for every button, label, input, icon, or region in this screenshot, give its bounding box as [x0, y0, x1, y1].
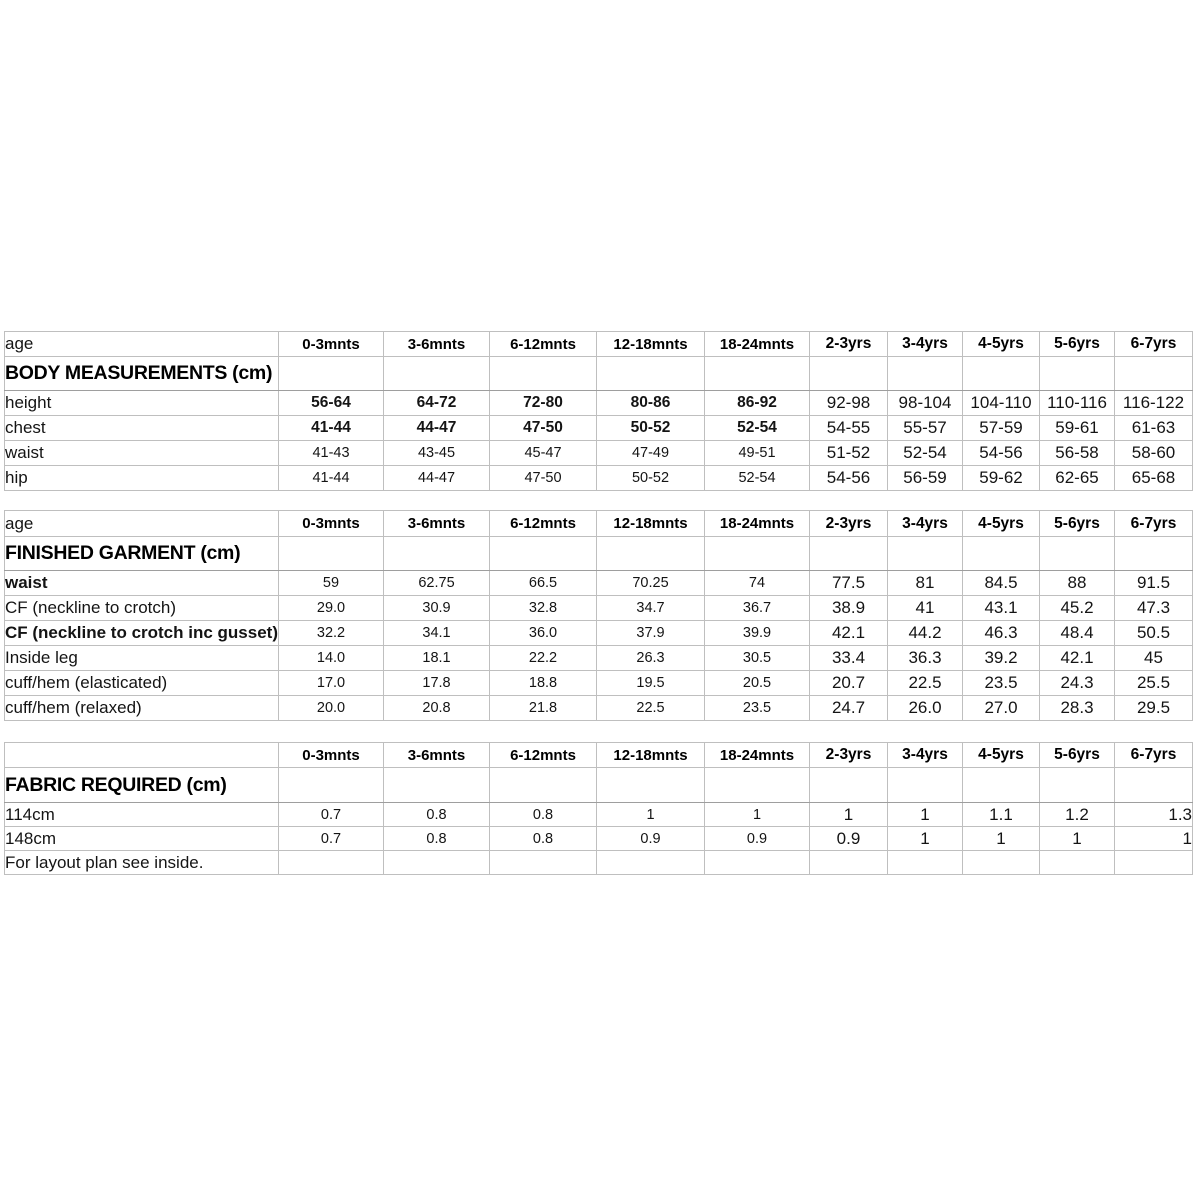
value-cell: 28.3: [1040, 696, 1115, 721]
value-cell: 45-47: [490, 441, 597, 466]
column-header: 4-5yrs: [963, 743, 1040, 768]
value-cell: 24.7: [810, 696, 888, 721]
value-cell: 26.0: [888, 696, 963, 721]
value-cell: 37.9: [597, 621, 705, 646]
value-cell: 59: [279, 571, 384, 596]
column-header: 3-4yrs: [888, 511, 963, 537]
value-cell: 70.25: [597, 571, 705, 596]
empty-cell: [1115, 537, 1193, 571]
body-measurements-table: [4, 331, 1193, 491]
value-cell: 38.9: [810, 596, 888, 621]
value-cell: 1: [705, 803, 810, 827]
value-cell: 54-56: [810, 466, 888, 491]
row-label: hip: [5, 466, 279, 491]
empty-cell: [705, 768, 810, 803]
age-header-row: [5, 332, 1193, 357]
value-cell: 46.3: [963, 621, 1040, 646]
value-cell: 0.7: [279, 827, 384, 851]
column-header: 4-5yrs: [963, 511, 1040, 537]
column-header: 0-3mnts: [279, 743, 384, 768]
empty-cell: [705, 537, 810, 571]
empty-cell: [384, 851, 490, 875]
value-cell: 58-60: [1115, 441, 1193, 466]
value-cell: 25.5: [1115, 671, 1193, 696]
row-label: cuff/hem (relaxed): [5, 696, 279, 721]
empty-cell: [810, 851, 888, 875]
value-cell: 45.2: [1040, 596, 1115, 621]
tables-region: [4, 0, 1196, 1200]
value-cell: 29.0: [279, 596, 384, 621]
table-row: [5, 803, 1193, 827]
value-cell: 1: [810, 803, 888, 827]
row-label: cuff/hem (elasticated): [5, 671, 279, 696]
value-cell: 0.8: [384, 803, 490, 827]
value-cell: 48.4: [1040, 621, 1115, 646]
value-cell: 43.1: [963, 596, 1040, 621]
empty-cell: [490, 851, 597, 875]
value-cell: 0.9: [705, 827, 810, 851]
empty-cell: [490, 357, 597, 391]
empty-cell: [1040, 851, 1115, 875]
empty-cell: [597, 537, 705, 571]
table-row: [5, 621, 1193, 646]
empty-cell: [963, 851, 1040, 875]
column-header: 5-6yrs: [1040, 511, 1115, 537]
empty-cell: [963, 768, 1040, 803]
row-label: waist: [5, 571, 279, 596]
table-row: [5, 571, 1193, 596]
column-header: 3-4yrs: [888, 332, 963, 357]
age-corner-label: age: [5, 511, 279, 537]
empty-cell: [384, 537, 490, 571]
column-header: 4-5yrs: [963, 332, 1040, 357]
empty-cell: [1040, 357, 1115, 391]
empty-cell: [597, 357, 705, 391]
row-label: CF (neckline to crotch inc gusset): [5, 621, 279, 646]
value-cell: 41: [888, 596, 963, 621]
value-cell: 18.1: [384, 646, 490, 671]
age-corner-label: [5, 743, 279, 768]
value-cell: 23.5: [963, 671, 1040, 696]
table-row: [5, 646, 1193, 671]
age-header-row: [5, 743, 1193, 768]
value-cell: 20.0: [279, 696, 384, 721]
value-cell: 43-45: [384, 441, 490, 466]
column-header: 0-3mnts: [279, 332, 384, 357]
empty-cell: [1115, 851, 1193, 875]
value-cell: 51-52: [810, 441, 888, 466]
footer-row: [5, 851, 1193, 875]
age-corner-label: age: [5, 332, 279, 357]
row-label: Inside leg: [5, 646, 279, 671]
section-title: BODY MEASUREMENTS (cm): [5, 357, 279, 391]
empty-cell: [1040, 537, 1115, 571]
column-header: 2-3yrs: [810, 511, 888, 537]
value-cell: 20.5: [705, 671, 810, 696]
empty-cell: [279, 357, 384, 391]
value-cell: 84.5: [963, 571, 1040, 596]
value-cell: 39.9: [705, 621, 810, 646]
value-cell: 77.5: [810, 571, 888, 596]
column-header: 0-3mnts: [279, 511, 384, 537]
value-cell: 23.5: [705, 696, 810, 721]
column-header: 6-7yrs: [1115, 743, 1193, 768]
value-cell: 41-44: [279, 416, 384, 441]
value-cell: 14.0: [279, 646, 384, 671]
value-cell: 42.1: [1040, 646, 1115, 671]
value-cell: 80-86: [597, 391, 705, 416]
value-cell: 54-55: [810, 416, 888, 441]
value-cell: 24.3: [1040, 671, 1115, 696]
value-cell: 0.9: [597, 827, 705, 851]
column-header: 6-7yrs: [1115, 332, 1193, 357]
column-header: 5-6yrs: [1040, 332, 1115, 357]
value-cell: 22.5: [597, 696, 705, 721]
value-cell: 41-43: [279, 441, 384, 466]
empty-cell: [279, 768, 384, 803]
value-cell: 0.8: [490, 803, 597, 827]
value-cell: 36.3: [888, 646, 963, 671]
value-cell: 36.7: [705, 596, 810, 621]
value-cell: 30.9: [384, 596, 490, 621]
value-cell: 18.8: [490, 671, 597, 696]
value-cell: 61-63: [1115, 416, 1193, 441]
value-cell: 52-54: [705, 416, 810, 441]
value-cell: 0.8: [384, 827, 490, 851]
empty-cell: [705, 357, 810, 391]
row-label: CF (neckline to crotch): [5, 596, 279, 621]
section-title-row: [5, 357, 1193, 391]
section-title: FINISHED GARMENT (cm): [5, 537, 279, 571]
fabric-required-table: [4, 742, 1193, 875]
empty-cell: [705, 851, 810, 875]
empty-cell: [888, 537, 963, 571]
value-cell: 47-50: [490, 466, 597, 491]
row-label: waist: [5, 441, 279, 466]
table-row: [5, 671, 1193, 696]
row-label: height: [5, 391, 279, 416]
footer-note: For layout plan see inside.: [5, 851, 279, 875]
value-cell: 62-65: [1040, 466, 1115, 491]
section-title-row: [5, 768, 1193, 803]
table-row: [5, 696, 1193, 721]
value-cell: 81: [888, 571, 963, 596]
value-cell: 55-57: [888, 416, 963, 441]
section-title: FABRIC REQUIRED (cm): [5, 768, 279, 803]
column-header: 12-18mnts: [597, 332, 705, 357]
value-cell: 50-52: [597, 416, 705, 441]
section-title-row: [5, 537, 1193, 571]
empty-cell: [963, 537, 1040, 571]
empty-cell: [490, 537, 597, 571]
value-cell: 1: [888, 803, 963, 827]
value-cell: 1: [597, 803, 705, 827]
column-header: 2-3yrs: [810, 743, 888, 768]
value-cell: 1.2: [1040, 803, 1115, 827]
empty-cell: [597, 851, 705, 875]
column-header: 3-6mnts: [384, 743, 490, 768]
value-cell: 50.5: [1115, 621, 1193, 646]
column-header: 6-7yrs: [1115, 511, 1193, 537]
row-label: 114cm: [5, 803, 279, 827]
value-cell: 32.2: [279, 621, 384, 646]
value-cell: 56-64: [279, 391, 384, 416]
empty-cell: [1040, 768, 1115, 803]
value-cell: 57-59: [963, 416, 1040, 441]
table-row: [5, 416, 1193, 441]
value-cell: 86-92: [705, 391, 810, 416]
column-header: 3-4yrs: [888, 743, 963, 768]
value-cell: 59-62: [963, 466, 1040, 491]
value-cell: 47-49: [597, 441, 705, 466]
value-cell: 65-68: [1115, 466, 1193, 491]
column-header: 18-24mnts: [705, 511, 810, 537]
empty-cell: [810, 537, 888, 571]
value-cell: 44-47: [384, 416, 490, 441]
value-cell: 0.7: [279, 803, 384, 827]
value-cell: 66.5: [490, 571, 597, 596]
value-cell: 47-50: [490, 416, 597, 441]
value-cell: 1: [1040, 827, 1115, 851]
column-header: 6-12mnts: [490, 332, 597, 357]
value-cell: 1: [888, 827, 963, 851]
table-row: [5, 827, 1193, 851]
column-header: 6-12mnts: [490, 743, 597, 768]
column-header: 3-6mnts: [384, 511, 490, 537]
value-cell: 20.7: [810, 671, 888, 696]
value-cell: 1.3: [1115, 803, 1193, 827]
value-cell: 50-52: [597, 466, 705, 491]
value-cell: 39.2: [963, 646, 1040, 671]
value-cell: 22.2: [490, 646, 597, 671]
empty-cell: [1115, 768, 1193, 803]
row-label: 148cm: [5, 827, 279, 851]
table-row: [5, 596, 1193, 621]
empty-cell: [888, 357, 963, 391]
column-header: 5-6yrs: [1040, 743, 1115, 768]
value-cell: 74: [705, 571, 810, 596]
column-header: 12-18mnts: [597, 511, 705, 537]
value-cell: 20.8: [384, 696, 490, 721]
value-cell: 26.3: [597, 646, 705, 671]
table-row: [5, 441, 1193, 466]
value-cell: 21.8: [490, 696, 597, 721]
value-cell: 32.8: [490, 596, 597, 621]
value-cell: 72-80: [490, 391, 597, 416]
value-cell: 30.5: [705, 646, 810, 671]
value-cell: 27.0: [963, 696, 1040, 721]
value-cell: 17.8: [384, 671, 490, 696]
column-header: 18-24mnts: [705, 332, 810, 357]
empty-cell: [810, 768, 888, 803]
value-cell: 1: [1115, 827, 1193, 851]
value-cell: 19.5: [597, 671, 705, 696]
value-cell: 29.5: [1115, 696, 1193, 721]
value-cell: 1: [963, 827, 1040, 851]
column-header: 6-12mnts: [490, 511, 597, 537]
empty-cell: [384, 768, 490, 803]
empty-cell: [963, 357, 1040, 391]
value-cell: 0.9: [810, 827, 888, 851]
value-cell: 45: [1115, 646, 1193, 671]
value-cell: 56-58: [1040, 441, 1115, 466]
empty-cell: [1115, 357, 1193, 391]
value-cell: 62.75: [384, 571, 490, 596]
value-cell: 91.5: [1115, 571, 1193, 596]
value-cell: 59-61: [1040, 416, 1115, 441]
finished-garment-table: [4, 510, 1193, 721]
column-header: 12-18mnts: [597, 743, 705, 768]
value-cell: 33.4: [810, 646, 888, 671]
value-cell: 52-54: [705, 466, 810, 491]
empty-cell: [279, 851, 384, 875]
value-cell: 56-59: [888, 466, 963, 491]
empty-cell: [597, 768, 705, 803]
value-cell: 44.2: [888, 621, 963, 646]
value-cell: 0.8: [490, 827, 597, 851]
value-cell: 54-56: [963, 441, 1040, 466]
value-cell: 44-47: [384, 466, 490, 491]
value-cell: 36.0: [490, 621, 597, 646]
value-cell: 98-104: [888, 391, 963, 416]
value-cell: 22.5: [888, 671, 963, 696]
empty-cell: [490, 768, 597, 803]
value-cell: 88: [1040, 571, 1115, 596]
value-cell: 92-98: [810, 391, 888, 416]
value-cell: 17.0: [279, 671, 384, 696]
value-cell: 116-122: [1115, 391, 1193, 416]
column-header: 2-3yrs: [810, 332, 888, 357]
value-cell: 42.1: [810, 621, 888, 646]
value-cell: 41-44: [279, 466, 384, 491]
empty-cell: [888, 768, 963, 803]
column-header: 18-24mnts: [705, 743, 810, 768]
row-label: chest: [5, 416, 279, 441]
empty-cell: [279, 537, 384, 571]
value-cell: 104-110: [963, 391, 1040, 416]
column-header: 3-6mnts: [384, 332, 490, 357]
value-cell: 47.3: [1115, 596, 1193, 621]
value-cell: 34.7: [597, 596, 705, 621]
empty-cell: [888, 851, 963, 875]
table-row: [5, 391, 1193, 416]
value-cell: 1.1: [963, 803, 1040, 827]
value-cell: 110-116: [1040, 391, 1115, 416]
value-cell: 52-54: [888, 441, 963, 466]
age-header-row: [5, 511, 1193, 537]
value-cell: 34.1: [384, 621, 490, 646]
empty-cell: [810, 357, 888, 391]
table-row: [5, 466, 1193, 491]
value-cell: 49-51: [705, 441, 810, 466]
value-cell: 64-72: [384, 391, 490, 416]
empty-cell: [384, 357, 490, 391]
